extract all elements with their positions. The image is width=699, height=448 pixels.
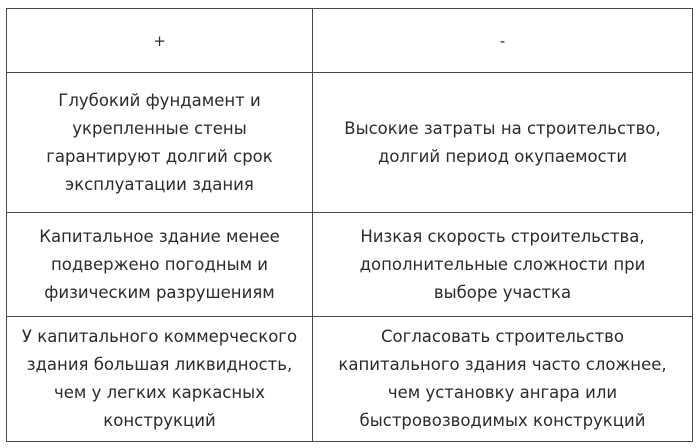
table-row <box>7 317 693 442</box>
table-row <box>7 213 693 317</box>
pros-cell: Глубокий фундамент и укрепленные стены гарантируют долгий срок эксплуатации здания <box>7 73 313 213</box>
cons-cell: Высокие затраты на строительство, долгий период окупаемости <box>313 73 693 213</box>
header-row <box>7 9 693 73</box>
pros-cell: Капитальное здание менее подвержено погодным и физическим разрушениям <box>7 213 313 317</box>
pros-cell: У капитального коммерческого здания большая ликвидность, чем у легких каркасных конструкций <box>7 317 313 442</box>
header-pros: + <box>7 9 313 73</box>
cons-cell: Согласовать строительство капитального здания часто сложнее, чем установку ангара или быстровозводимых конструкций <box>313 317 693 442</box>
pros-cons-table <box>6 8 693 442</box>
table-row <box>7 73 693 213</box>
cons-cell: Низкая скорость строительства, дополнительные сложности при выборе участка <box>313 213 693 317</box>
header-cons: - <box>313 9 693 73</box>
